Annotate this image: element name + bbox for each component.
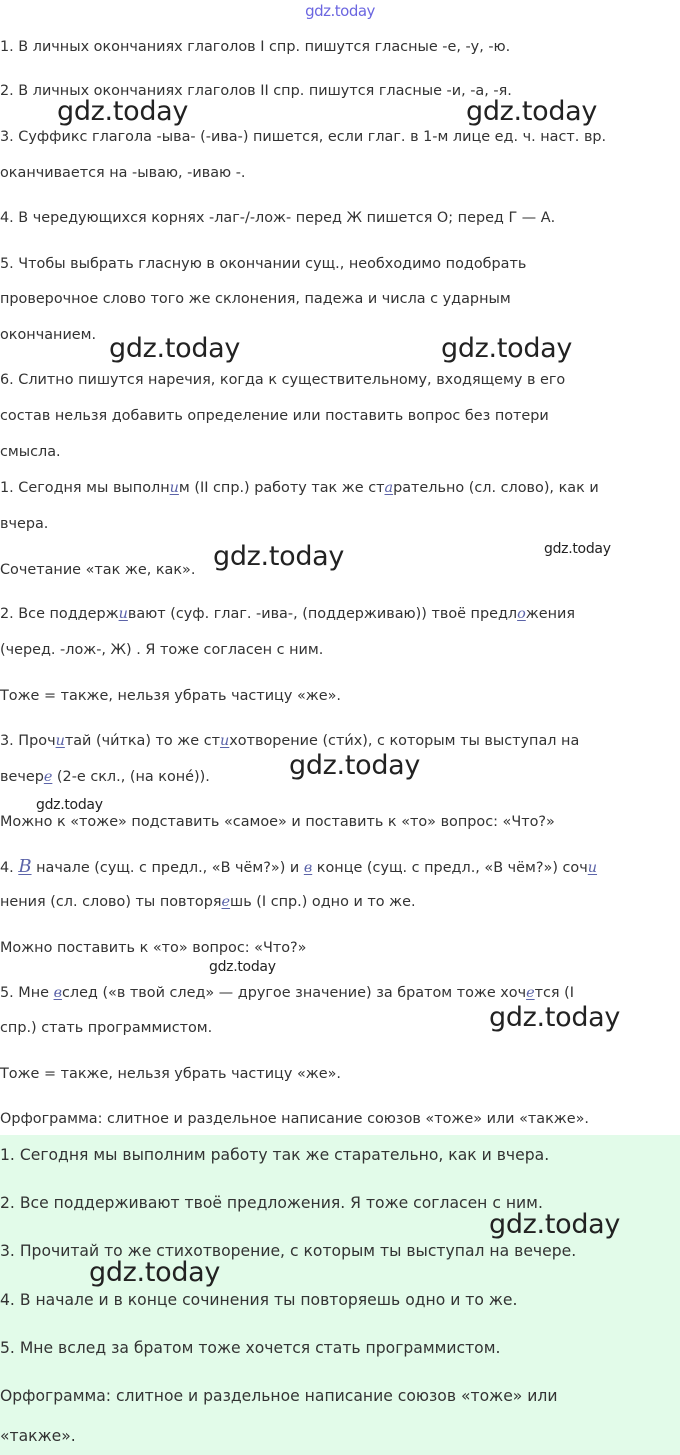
note-5: Тоже = также, нельзя убрать частицу «же». [0,1066,341,1082]
answer-3: 3. Прочитай то же стихотворение, с которым ты выступал на вечере. [0,1242,577,1260]
answer-orthogram-end: «также». [0,1427,76,1445]
watermark: gdz.today [213,541,345,572]
vowel-mark: е [43,769,53,785]
watermark: gdz.today [36,797,103,813]
vowel-mark: е [221,894,231,910]
rule-5: 5. Чтобы выбрать гласную в окончании сущ., необходимо подобрать [0,256,527,272]
letter-mark: в [53,985,62,1001]
rule-2: 2. В личных окончаниях глаголов II спр. пишутся гласные -и, -а, -я. [0,83,512,99]
sentence-4: 4. В начале (сущ. с предл., «В чём?») и в конце (сущ. с предл., «В чём?») сочи [0,856,598,877]
sentence-3-cont: вечере (2-е скл., (на коне́)). [0,769,210,785]
vowel-mark: и [169,480,179,496]
watermark: gdz.today [89,1257,221,1288]
sentence-3: 3. Прочитай (чи́тка) то же стихотворение (сти́х), с которым ты выступал на [0,733,580,749]
watermark: gdz.today [109,333,241,364]
sentence-5: 5. Мне вслед («в твой след» — другое значение) за братом тоже хочется (I [0,985,575,1001]
sentence-2: 2. Все поддерживают (суф. глаг. -ива-, (поддерживаю)) твоё предложения [0,606,576,622]
vowel-mark: о [517,606,526,622]
watermark: gdz.today [466,96,598,127]
vowel-mark: и [220,733,230,749]
rule-6: 6. Слитно пишутся наречия, когда к существительному, входящему в его [0,372,566,388]
rule-5-end: окончанием. [0,327,97,343]
rule-4: 4. В чередующихся корнях -лаг-/-лож- перед Ж пишется О; перед Г — А. [0,210,556,226]
answer-4: 4. В начале и в конце сочинения ты повторяешь одно и то же. [0,1291,518,1309]
rule-3-cont: оканчивается на -ываю, -иваю -. [0,165,246,181]
vowel-mark: и [55,733,65,749]
note-2: Тоже = также, нельзя убрать частицу «же». [0,688,341,704]
answer-2: 2. Все поддерживают твоё предложения. Я тоже согласен с ним. [0,1194,543,1212]
watermark: gdz.today [209,959,276,975]
vowel-mark: е [526,985,535,1001]
rule-1: 1. В личных окончаниях глаголов I спр. пишутся гласные -е, -у, -ю. [0,39,511,55]
watermark: gdz.today [489,1002,621,1033]
note-1: Сочетание «так же, как». [0,562,196,578]
sentence-5-cont: спр.) стать программистом. [0,1020,213,1036]
sentence-2-cont: (черед. -лож-, Ж) . Я тоже согласен с ним. [0,642,324,658]
watermark: gdz.today [441,333,573,364]
rule-6-cont: состав нельзя добавить определение или поставить вопрос без потери [0,408,549,424]
rule-5-cont: проверочное слово того же склонения, падежа и числа с ударным [0,291,511,307]
answer-orthogram: Орфограмма: слитное и раздельное написание союзов «тоже» или [0,1387,558,1405]
watermark: gdz.today [57,96,189,127]
site-logo[interactable]: gdz.today [305,2,375,20]
vowel-mark: и [587,860,598,876]
letter-mark: В [18,856,32,877]
sentence-1: 1. Сегодня мы выполним (II спр.) работу так же старательно (сл. слово), как и [0,480,599,496]
orthogram-label: Орфограмма: слитное и раздельное написание союзов «тоже» или «также». [0,1111,589,1127]
rule-6-end: смысла. [0,444,61,460]
vowel-mark: а [384,480,394,496]
watermark: gdz.today [544,541,611,557]
letter-mark: в [303,860,313,876]
rule-3: 3. Суффикс глагола -ыва- (-ива-) пишется, если глаг. в 1-м лице ед. ч. наст. вр. [0,129,607,145]
note-3: Можно к «тоже» подставить «самое» и поставить к «то» вопрос: «Что?» [0,814,555,830]
watermark: gdz.today [289,750,421,781]
answer-1: 1. Сегодня мы выполним работу так же старательно, как и вчера. [0,1146,550,1164]
sentence-4-cont: нения (сл. слово) ты повторяешь (I спр.) одно и то же. [0,894,416,910]
sentence-1-cont: вчера. [0,516,49,532]
watermark: gdz.today [489,1209,621,1240]
note-4: Можно поставить к «то» вопрос: «Что?» [0,940,307,956]
vowel-mark: и [118,606,128,622]
answer-5: 5. Мне вслед за братом тоже хочется стать программистом. [0,1339,501,1357]
